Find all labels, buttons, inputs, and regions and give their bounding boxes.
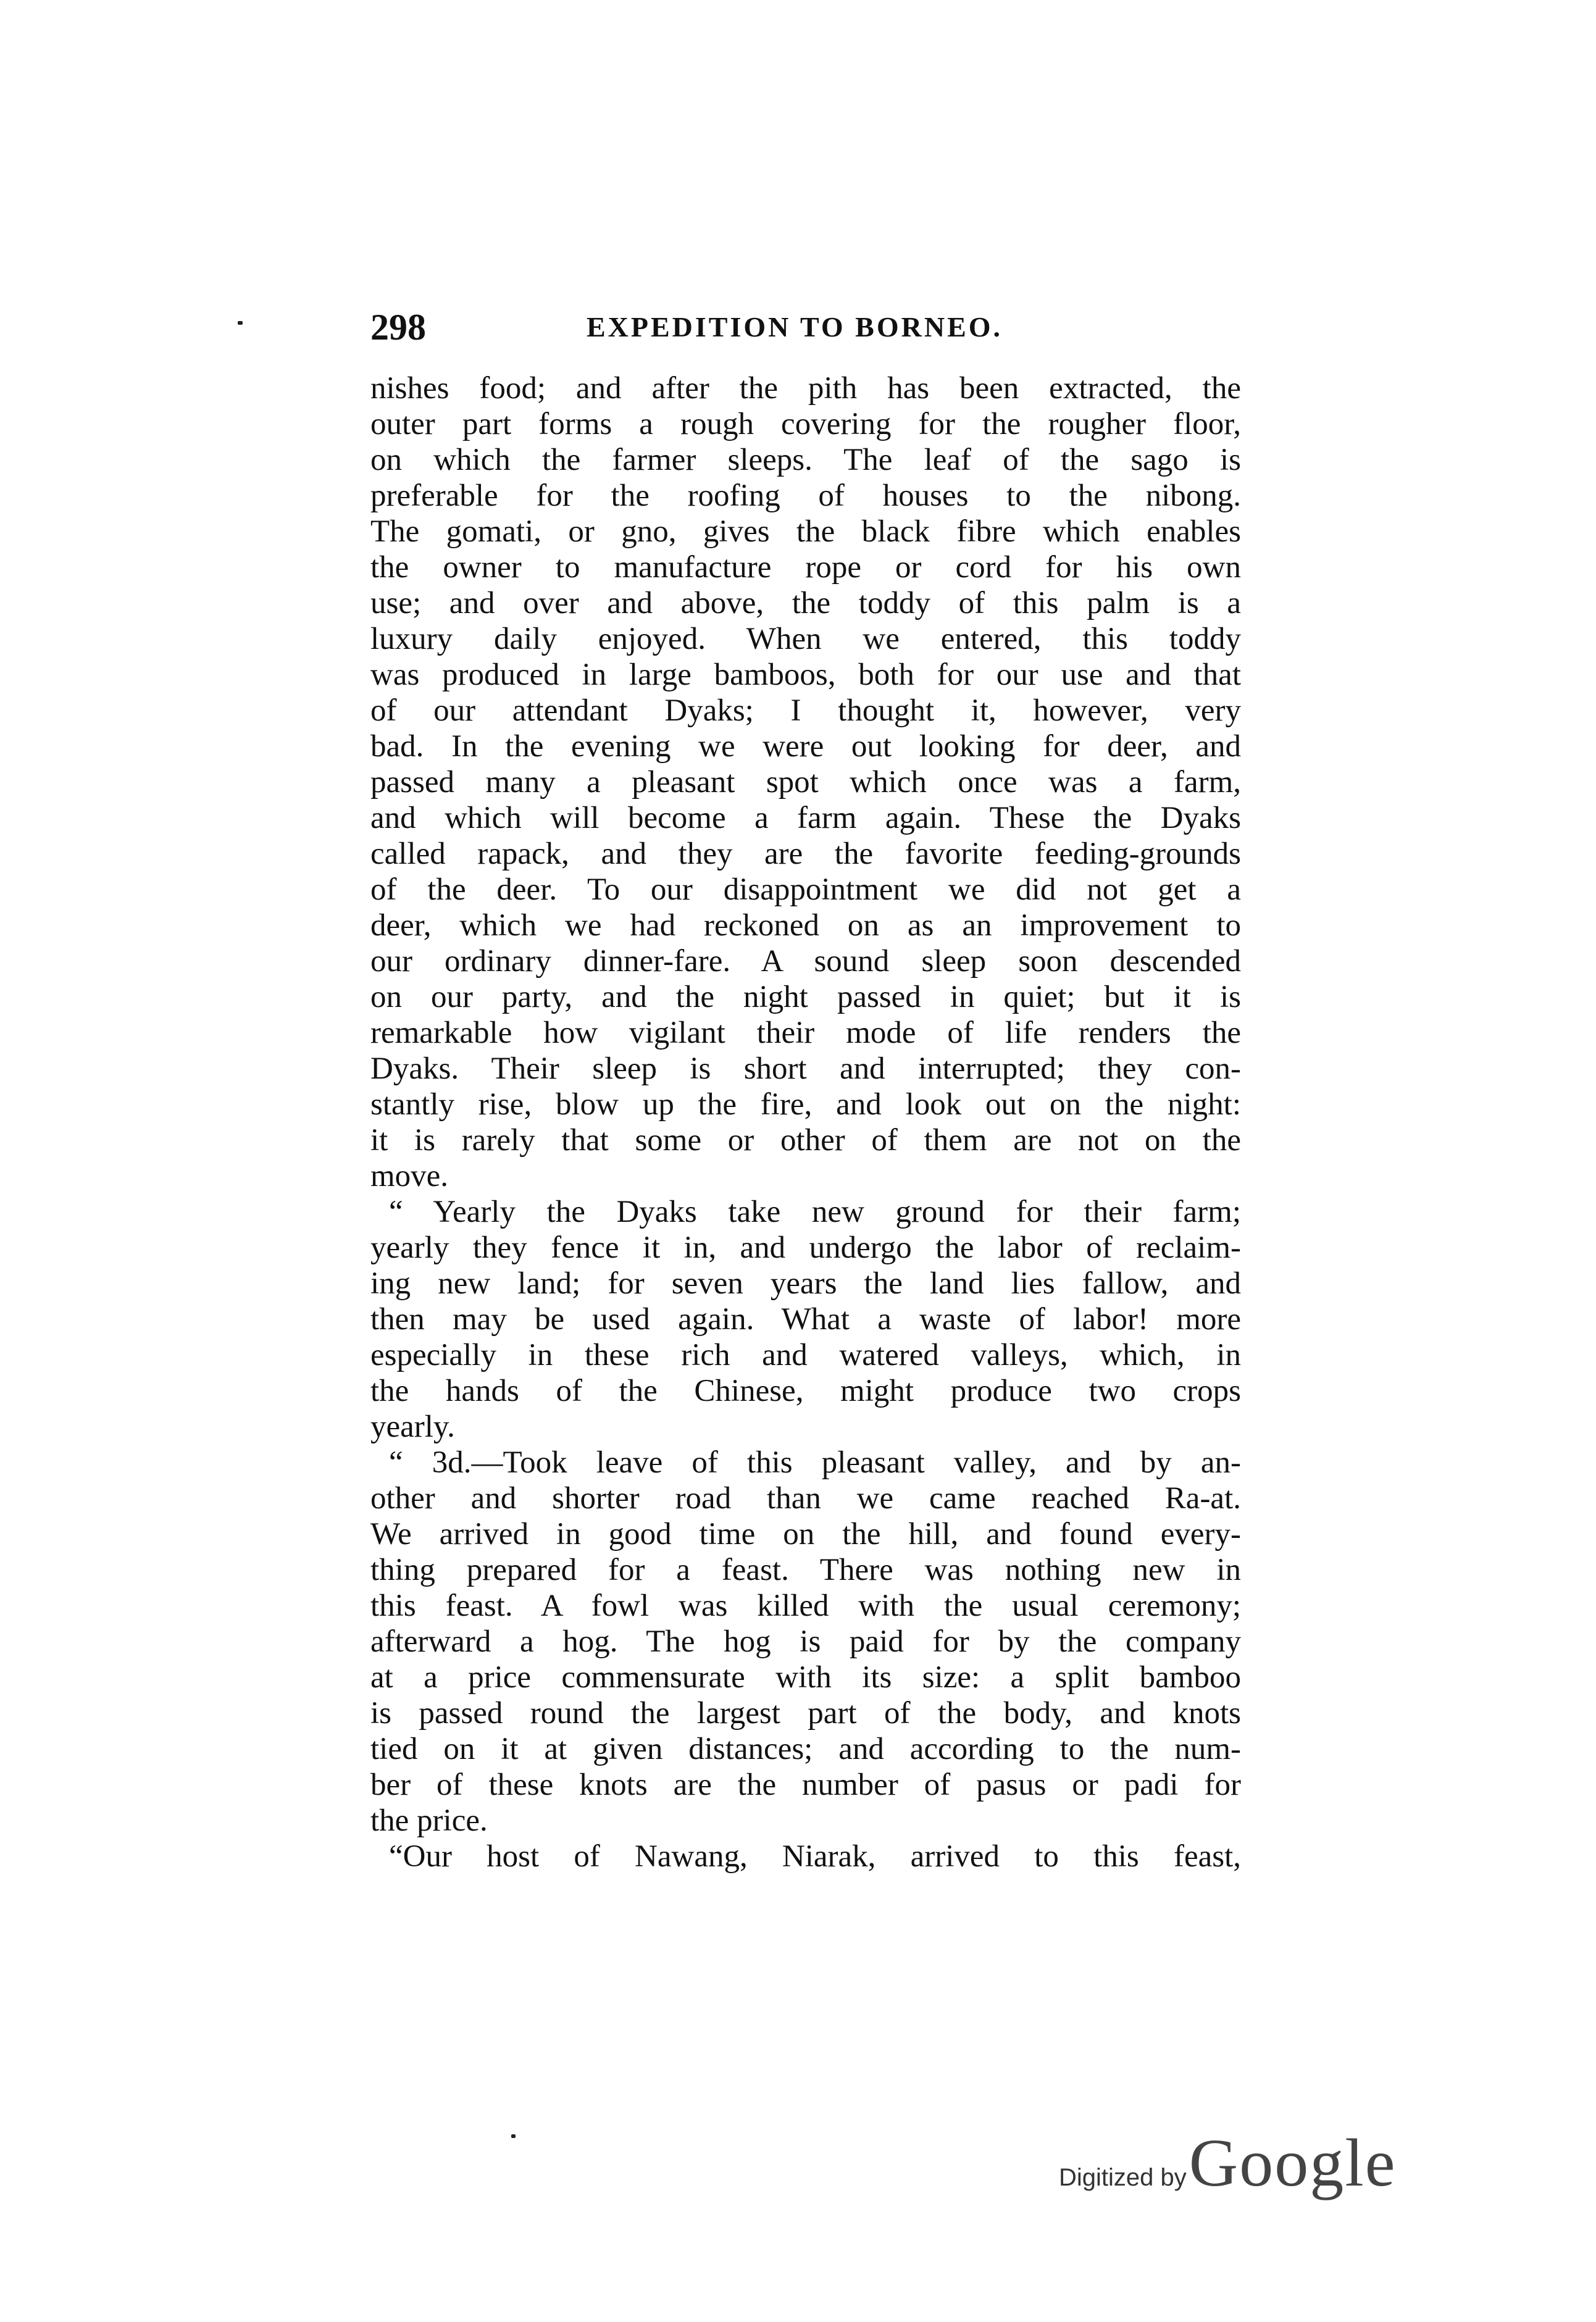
- scan-speck: [238, 321, 243, 325]
- text-line: yearly.: [370, 1409, 455, 1444]
- running-title: EXPEDITION TO BORNEO.: [587, 311, 1003, 343]
- paragraph-2: [370, 1194, 1241, 1445]
- text-line: the owner to manufacture rope or cord for his own: [370, 550, 1241, 585]
- text-line: move.: [370, 1159, 449, 1193]
- text-line: luxury daily enjoyed. When we entered, this toddy: [370, 622, 1241, 656]
- page-number: 298: [370, 307, 426, 348]
- text-line: the price.: [370, 1803, 488, 1838]
- text-line: yearly they fence it in, and undergo the labor of reclaim-: [370, 1230, 1241, 1265]
- text-line: remarkable how vigilant their mode of life renders the: [370, 1016, 1241, 1050]
- body-text: [370, 370, 1241, 1874]
- text-line: ing new land; for seven years the land lies fallow, and: [370, 1266, 1241, 1301]
- text-line: stantly rise, blow up the fire, and look out on the night:: [370, 1087, 1241, 1122]
- text-line: “ 3d.—Took leave of this pleasant valley, and by an-: [389, 1445, 1241, 1480]
- text-line: “ Yearly the Dyaks take new ground for their farm;: [389, 1195, 1241, 1229]
- paragraph-3: [370, 1445, 1241, 1839]
- text-line: the hands of the Chinese, might produce two crops: [370, 1374, 1241, 1408]
- text-line: on our party, and the night passed in quiet; but it is: [370, 980, 1241, 1014]
- text-line: on which the farmer sleeps. The leaf of the sago is: [370, 443, 1241, 477]
- text-line: outer part forms a rough covering for the rougher floor,: [370, 407, 1241, 441]
- watermark-prefix: Digitized by: [1059, 2164, 1187, 2191]
- text-line: is passed round the largest part of the body, and knots: [370, 1696, 1241, 1731]
- text-line: of the deer. To our disappointment we did not get a: [370, 872, 1241, 907]
- text-line: was produced in large bamboos, both for our use and that: [370, 658, 1241, 692]
- paragraph-1: [370, 370, 1241, 1194]
- text-line: then may be used again. What a waste of labor! more: [370, 1302, 1241, 1337]
- text-line: “Our host of Nawang, Niarak, arrived to this feast,: [389, 1839, 1241, 1874]
- text-line: our ordinary dinner-fare. A sound sleep soon descended: [370, 944, 1241, 979]
- text-line: deer, which we had reckoned on as an improvement to: [370, 908, 1241, 943]
- text-line: passed many a pleasant spot which once was a farm,: [370, 765, 1241, 800]
- text-line: Dyaks. Their sleep is short and interrupted; they con-: [370, 1051, 1241, 1086]
- text-line: We arrived in good time on the hill, and found every-: [370, 1517, 1241, 1551]
- text-line: use; and over and above, the toddy of this palm is a: [370, 586, 1241, 620]
- text-line: especially in these rich and watered valleys, which, in: [370, 1338, 1241, 1372]
- scan-speck: [511, 2134, 516, 2138]
- text-line: The gomati, or gno, gives the black fibre which enables: [370, 514, 1241, 549]
- paragraph-4: [370, 1839, 1241, 1874]
- google-logo: Google: [1189, 2125, 1397, 2200]
- text-line: afterward a hog. The hog is paid for by the company: [370, 1624, 1241, 1659]
- text-line: and which will become a farm again. These the Dyaks: [370, 801, 1241, 835]
- text-line: preferable for the roofing of houses to the nibong.: [370, 478, 1241, 513]
- text-line: it is rarely that some or other of them are not on the: [370, 1123, 1241, 1158]
- text-line: at a price commensurate with its size: a split bamboo: [370, 1660, 1241, 1695]
- text-line: thing prepared for a feast. There was nothing new in: [370, 1553, 1241, 1587]
- text-line: nishes food; and after the pith has been extracted, the: [370, 371, 1241, 406]
- text-line: bad. In the evening we were out looking for deer, and: [370, 729, 1241, 764]
- text-line: other and shorter road than we came reached Ra-at.: [370, 1481, 1241, 1516]
- text-line: tied on it at given distances; and according to the num-: [370, 1732, 1241, 1766]
- text-line: called rapack, and they are the favorite feeding-grounds: [370, 837, 1241, 871]
- text-line: ber of these knots are the number of pasus or padi for: [370, 1768, 1241, 1802]
- text-line: this feast. A fowl was killed with the usual ceremony;: [370, 1589, 1241, 1623]
- digitized-by-google-watermark: [1059, 2124, 1397, 2210]
- text-line: of our attendant Dyaks; I thought it, however, very: [370, 693, 1241, 728]
- page-header: [370, 303, 1241, 352]
